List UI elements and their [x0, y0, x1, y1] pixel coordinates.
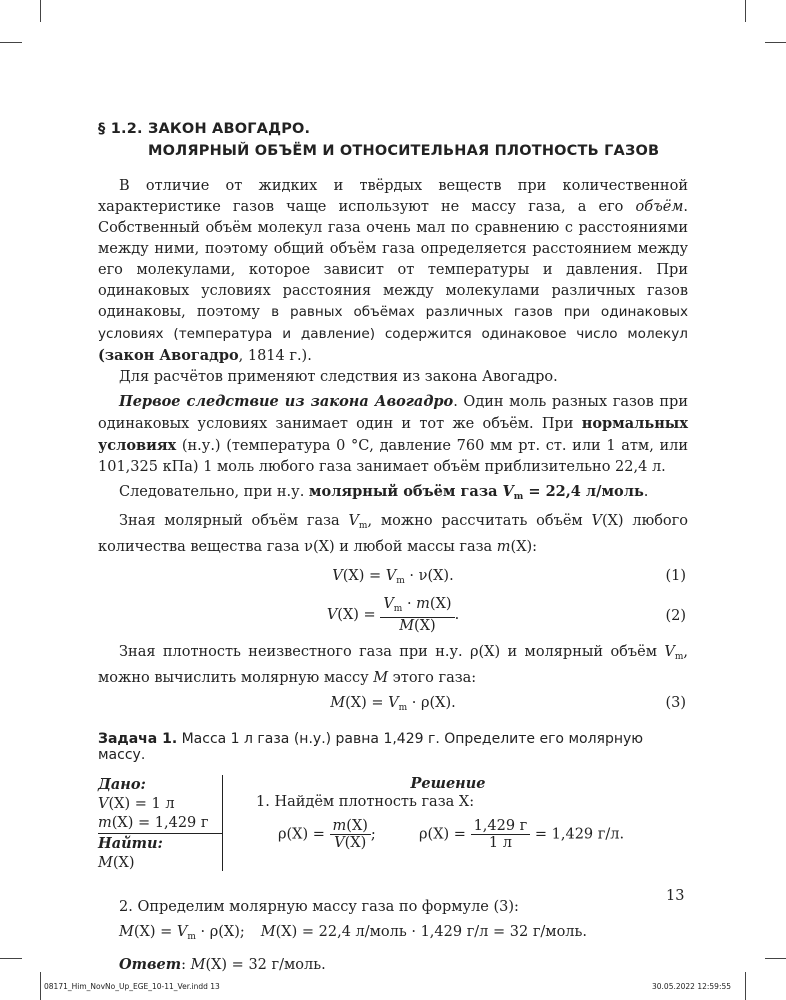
page-number: 13 [666, 888, 685, 904]
crop-mark [0, 958, 22, 959]
intro-section [98, 176, 688, 558]
footer-file: 08171_Him_NovNo_Up_EGE_10-11_Ver.indd 13 [44, 982, 220, 991]
heading-line-1: § 1.2. ЗАКОН АВОГАДРО. [98, 121, 311, 137]
volume-paragraph: Зная молярный объём газа $V_m$, можно рассчитать объём V(X) любого количества вещества газа ν(X) и любой массы газа m(X): [98, 513, 688, 555]
heading-line-2: МОЛЯРНЫЙ ОБЪЁМ И ОТНОСИТЕЛЬНАЯ ПЛОТНОСТЬ ГАЗОВ [148, 143, 660, 159]
equation-2: V(X) = $\frac{V_m \cdot m(X)}{M(X)}$ . (2) [326, 596, 686, 634]
intro-paragraph: В отличие от жидких и твёрдых веществ при количественной характеристике газов чаще используют не массу газа, а его объём. Собственный объём молекул газа очень мал по сравнению с расстояниями между ними, поэтому общий объём газа определяется расстоянием между его молекулами, которое зависит от температуры и давления. При одинаковых условиях расстояния между молекулами различных газов одинаковы, поэтому в равных объёмах различных газов при одинаковых условиях (температура и давление) содержится одинаковое число молекул (закон Авогадро, 1814 г.). [98, 178, 689, 364]
equation-number: (3) [665, 695, 686, 711]
given-block: Дано: V(X) = 1 л m(X) = 1,429 г Найти: M(X) [98, 775, 222, 873]
answer: Ответ: M(X) = 32 г/моль. [119, 956, 326, 973]
crop-mark [745, 0, 746, 22]
crop-mark [745, 972, 746, 1000]
crop-mark [0, 42, 22, 43]
crop-mark [40, 0, 41, 22]
molar-volume-paragraph: Следовательно, при н.у. молярный объём газа $V_m = 22,4$ л/моль. [119, 483, 649, 502]
given-divider [222, 775, 223, 871]
equation-number: (2) [665, 608, 686, 624]
step-2-section: 2. Определим молярную массу газа по формуле (3): $M(X) = V_m \cdot \rho(X)$; M(X) = 22,4 л/моль · 1,429 г/л = 32 г/моль. Ответ: M(X) = 32 г/моль. [98, 897, 688, 976]
page-content [98, 118, 688, 976]
density-paragraph: Зная плотность неизвестного газа при н.у. ρ(X) и молярный объём $V_m$, можно вычислить молярную массу M этого газа: [98, 644, 688, 686]
equation-1: $V(X) = V_m \cdot \nu(X)$. (1) [332, 568, 686, 586]
task-block [98, 775, 688, 885]
intro-paragraph-2: Для расчётов применяют следствия из закона Авогадро. [119, 369, 558, 385]
equation-3: $M(X) = V_m \cdot \rho(X)$. (3) [330, 695, 686, 713]
density-section [98, 642, 688, 689]
equation-number: (1) [665, 568, 686, 584]
consequence-paragraph: Первое следствие из закона Авогадро. Один моль разных газов при одинаковых условиях занимает один и тот же объём. При нормальных условиях (н.у.) (температура 0 °С, давление 760 мм рт. ст. или 1 атм, или 101,325 кПа) 1 моль любого газа занимает объём приблизительно 22,4 л. [98, 393, 688, 475]
task-title: Задача 1. Масса 1 л газа (н.у.) равна 1,429 г. Определите его молярную массу. [98, 731, 644, 763]
crop-mark [40, 972, 41, 1000]
footer-date: 30.05.2022 12:59:55 [652, 982, 732, 991]
solution-block: Решение 1. Найдём плотность газа X: ρ(X) = $\frac{m(X)}{V(X)}$ ; ρ(X) = $\frac{1,429 г}{1 л}$ = 1,429 г/л. [256, 775, 625, 851]
crop-mark [765, 42, 786, 43]
law-statement: в равных объёмах различных газов при одинаковых условиях (температура и давление) содержится одинаковое число молекул [98, 304, 689, 342]
section-heading [98, 118, 688, 162]
crop-mark [765, 958, 786, 959]
